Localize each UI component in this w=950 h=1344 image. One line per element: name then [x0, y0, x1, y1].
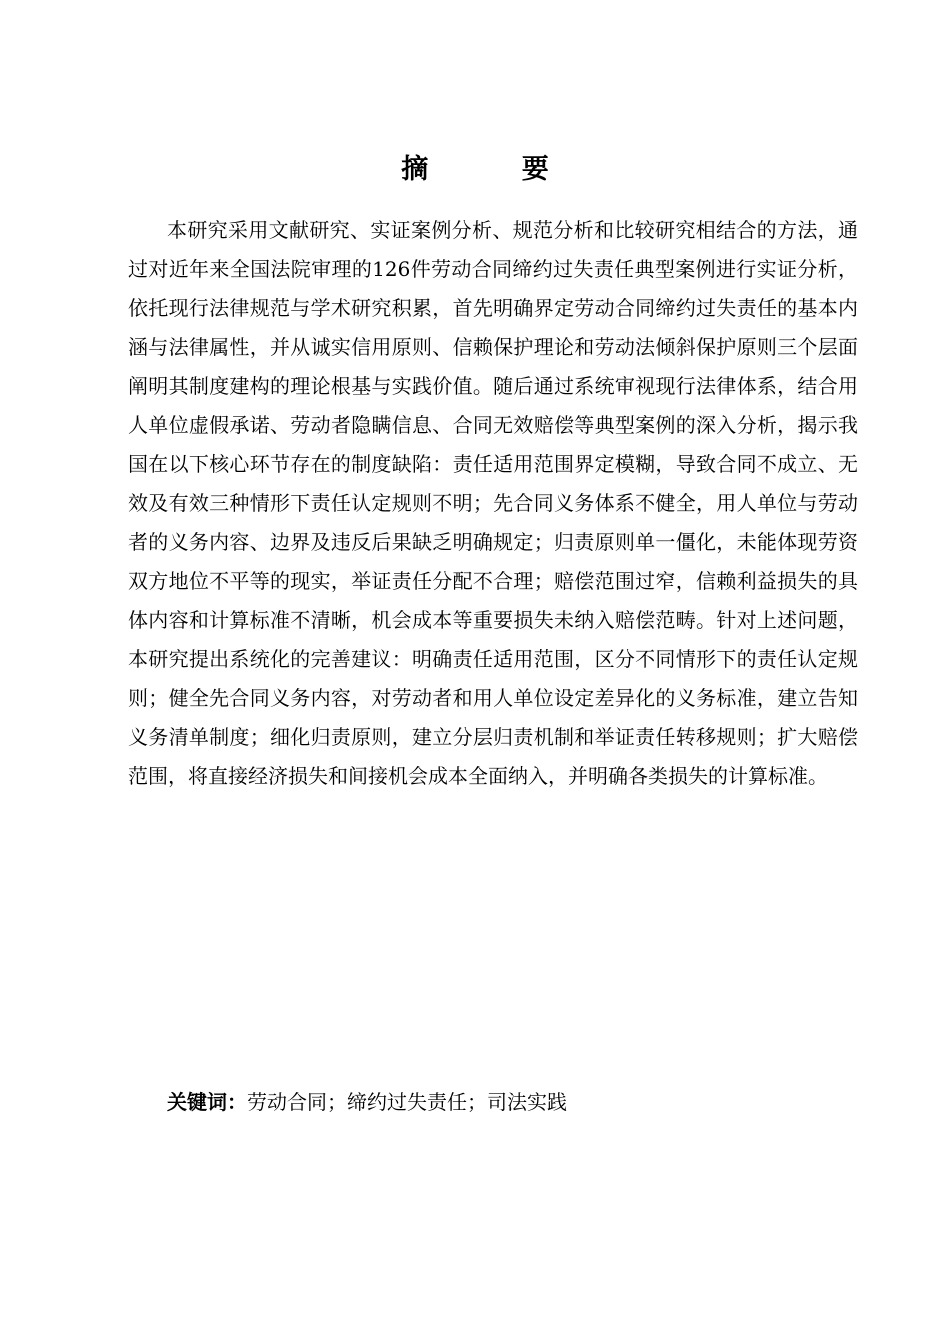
- keywords-label: 关键词：: [167, 1090, 247, 1114]
- page-title: 摘 要: [401, 154, 591, 185]
- keywords-line: [167, 1083, 857, 1122]
- keywords-value: 劳动合同；缔约过失责任；司法实践: [247, 1090, 567, 1114]
- abstract-paragraph: 本研究采用文献研究、实证案例分析、规范分析和比较研究相结合的方法，通过对近年来全国法院审理的126件劳动合同缔约过失责任典型案例进行实证分析，依托现行法律规范与学术研究积累，首先明确界定劳动合同缔约过失责任的基本内涵与法律属性，并从诚实信用原则、信赖保护理论和劳动法倾斜保护原则三个层面阐明其制度建构的理论根基与实践价值。随后通过系统审视现行法律体系，结合用人单位虚假承诺、劳动者隐瞒信息、合同无效赔偿等典型案例的深入分析，揭示我国在以下核心环节存在的制度缺陷：责任适用范围界定模糊，导致合同不成立、无效及有效三种情形下责任认定规则不明；先合同义务体系不健全，用人单位与劳动者的义务内容、边界及违反后果缺乏明确规定；归责原则单一僵化，未能体现劳资双方地位不平等的现实，举证责任分配不合理；赔偿范围过窄，信赖利益损失的具体内容和计算标准不清晰，机会成本等重要损失未纳入赔偿范畴。针对上述问题，本研究提出系统化的完善建议：明确责任适用范围，区分不同情形下的责任认定规则；健全先合同义务内容，对劳动者和用人单位设定差异化的义务标准，建立告知义务清单制度；细化归责原则，建立分层归责机制和举证责任转移规则；扩大赔偿范围，将直接经济损失和间接机会成本全面纳入，并明确各类损失的计算标准。: [128, 218, 858, 788]
